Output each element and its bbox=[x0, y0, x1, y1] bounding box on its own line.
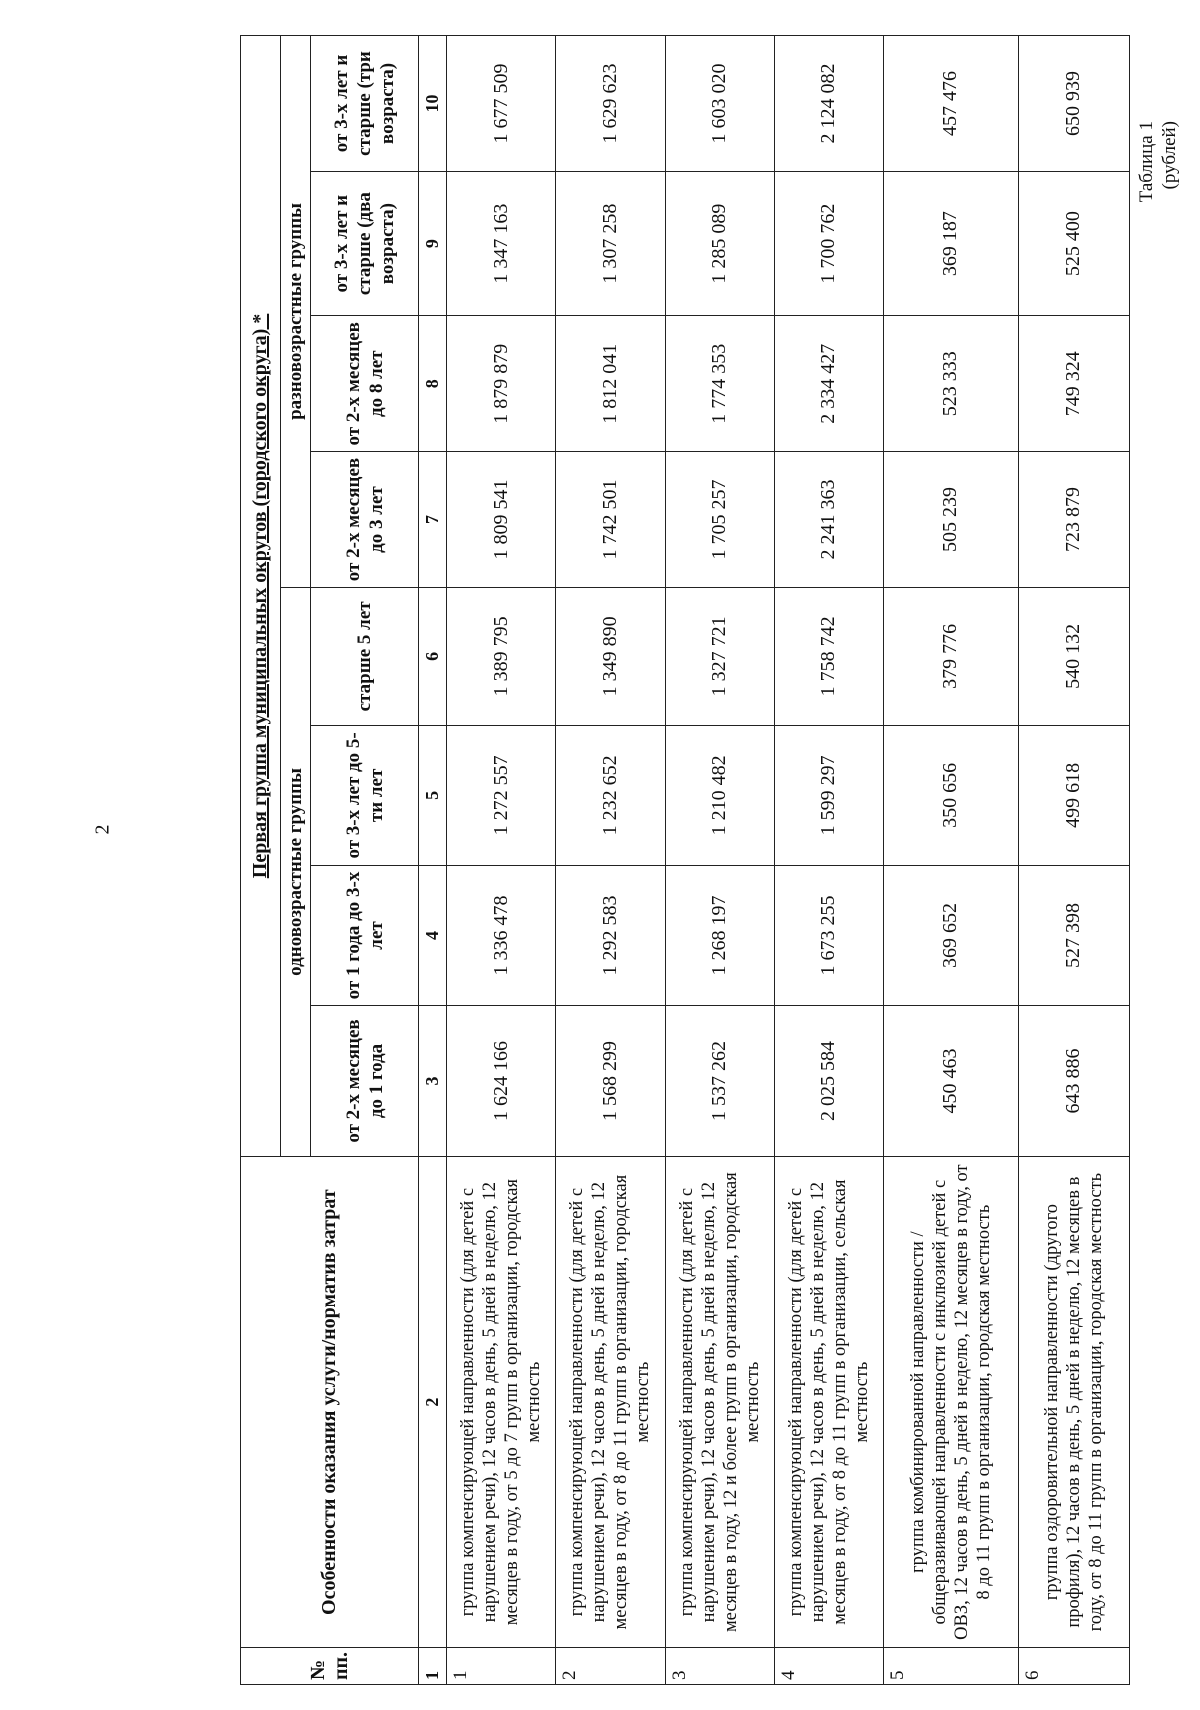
row-value: 1 210 482 bbox=[665, 725, 774, 865]
row-value: 1 336 478 bbox=[447, 865, 556, 1005]
row-number: 2 bbox=[556, 1648, 665, 1685]
row-value: 643 886 bbox=[1018, 1006, 1129, 1157]
row-number: 5 bbox=[884, 1648, 1018, 1685]
table-row bbox=[556, 36, 665, 1685]
tariff-table bbox=[240, 35, 1130, 1685]
row-value: 525 400 bbox=[1018, 171, 1129, 315]
row-value: 1 677 509 bbox=[447, 36, 556, 172]
page-number: 2 bbox=[91, 824, 114, 835]
header-age-col-10: от 3-х лет и старше (три возраста) bbox=[311, 36, 419, 172]
row-value: 350 656 bbox=[884, 725, 1018, 865]
row-value: 1 349 890 bbox=[556, 587, 665, 725]
index-cell: 6 bbox=[419, 587, 447, 725]
row-value: 1 809 541 bbox=[447, 452, 556, 588]
header-num: № пп. bbox=[241, 1648, 419, 1685]
header-age-col-5: от 3-х лет до 5-ти лет bbox=[311, 725, 419, 865]
row-value: 1 232 652 bbox=[556, 725, 665, 865]
row-value: 450 463 bbox=[884, 1006, 1018, 1157]
row-value: 1 285 089 bbox=[665, 171, 774, 315]
index-cell: 3 bbox=[419, 1006, 447, 1157]
row-description: группа компенсирующей направленности (для детей с нарушением речи), 12 часов в день, 5 дней в неделю, 12 месяцев в году, 12 и более групп в организации, городская местность bbox=[665, 1156, 774, 1647]
header-age-col-7: от 2-х месяцев до 3 лет bbox=[311, 452, 419, 588]
row-number: 4 bbox=[774, 1648, 883, 1685]
row-value: 1 268 197 bbox=[665, 865, 774, 1005]
row-value: 1 272 557 bbox=[447, 725, 556, 865]
table-row bbox=[665, 36, 774, 1685]
row-number: 3 bbox=[665, 1648, 774, 1685]
row-value: 1 624 166 bbox=[447, 1006, 556, 1157]
row-value: 1 537 262 bbox=[665, 1006, 774, 1157]
index-cell: 7 bbox=[419, 452, 447, 588]
row-value: 1 758 742 bbox=[774, 587, 883, 725]
table-row bbox=[774, 36, 883, 1685]
row-value: 1 673 255 bbox=[774, 865, 883, 1005]
row-value: 1 347 163 bbox=[447, 171, 556, 315]
row-value: 1 629 623 bbox=[556, 36, 665, 172]
row-value: 1 603 020 bbox=[665, 36, 774, 172]
row-number: 1 bbox=[447, 1648, 556, 1685]
row-value: 1 812 041 bbox=[556, 316, 665, 452]
row-value: 723 879 bbox=[1018, 452, 1129, 588]
index-cell: 1 bbox=[419, 1648, 447, 1685]
row-value: 1 568 299 bbox=[556, 1006, 665, 1157]
row-value: 499 618 bbox=[1018, 725, 1129, 865]
index-cell: 10 bbox=[419, 36, 447, 172]
header-single-age-groups: одновозрастные группы bbox=[281, 587, 311, 1156]
row-value: 1 705 257 bbox=[665, 452, 774, 588]
row-value: 1 774 353 bbox=[665, 316, 774, 452]
row-description: группа комбинированной направленности / общеразвивающей направленности с инклюзией детей с ОВЗ, 12 часов в день, 5 дней в неделю, 12 месяцев в году, от 8 до 11 групп в организации, городская местность bbox=[884, 1156, 1018, 1647]
table-caption-title: Таблица 1 bbox=[1136, 121, 1157, 203]
row-value: 457 476 bbox=[884, 36, 1018, 172]
row-value: 1 292 583 bbox=[556, 865, 665, 1005]
row-value: 2 124 082 bbox=[774, 36, 883, 172]
table-row bbox=[884, 36, 1018, 1685]
index-cell: 5 bbox=[419, 725, 447, 865]
row-value: 1 389 795 bbox=[447, 587, 556, 725]
row-value: 540 132 bbox=[1018, 587, 1129, 725]
row-value: 369 187 bbox=[884, 171, 1018, 315]
header-age-col-6: старше 5 лет bbox=[311, 587, 419, 725]
row-description: группа оздоровительной направленности (другого профиля), 12 часов в день, 5 дней в неделю, 12 месяцев в году, от 8 до 11 групп в организации, городская местность bbox=[1018, 1156, 1129, 1647]
row-value: 2 025 584 bbox=[774, 1006, 883, 1157]
row-value: 1 327 721 bbox=[665, 587, 774, 725]
index-cell: 4 bbox=[419, 865, 447, 1005]
row-value: 1 599 297 bbox=[774, 725, 883, 865]
index-cell: 8 bbox=[419, 316, 447, 452]
table-caption bbox=[1135, 121, 1181, 341]
header-age-col-9: от 3-х лет и старше (два возраста) bbox=[311, 171, 419, 315]
row-value: 2 334 427 bbox=[774, 316, 883, 452]
header-age-col-4: от 1 года до 3-х лет bbox=[311, 865, 419, 1005]
header-mixed-age-groups: разновозрастные группы bbox=[281, 36, 311, 588]
row-value: 523 333 bbox=[884, 316, 1018, 452]
row-value: 527 398 bbox=[1018, 865, 1129, 1005]
index-cell: 2 bbox=[419, 1156, 447, 1647]
row-value: 379 776 bbox=[884, 587, 1018, 725]
row-value: 369 652 bbox=[884, 865, 1018, 1005]
header-age-col-3: от 2-х месяцев до 1 года bbox=[311, 1006, 419, 1157]
row-value: 1 307 258 bbox=[556, 171, 665, 315]
rotated-table-container bbox=[240, 35, 1130, 1685]
row-value: 1 742 501 bbox=[556, 452, 665, 588]
row-value: 1 879 879 bbox=[447, 316, 556, 452]
header-group-title: Первая группа муниципальных округов (городского округа) * bbox=[241, 36, 281, 1157]
table-caption-units: (рублей) bbox=[1159, 121, 1180, 190]
table-row bbox=[1018, 36, 1129, 1685]
row-description: группа компенсирующей направленности (для детей с нарушением речи), 12 часов в день, 5 дней в неделю, 12 месяцев в году, от 8 до 11 групп в организации, сельская местность bbox=[774, 1156, 883, 1647]
row-value: 505 239 bbox=[884, 452, 1018, 588]
row-value: 650 939 bbox=[1018, 36, 1129, 172]
header-age-col-8: от 2-х месяцев до 8 лет bbox=[311, 316, 419, 452]
row-description: группа компенсирующей направленности (для детей с нарушением речи), 12 часов в день, 5 дней в неделю, 12 месяцев в году, от 8 до 11 групп в организации, городская местность bbox=[556, 1156, 665, 1647]
header-description: Особенности оказания услуги/норматив затрат bbox=[241, 1156, 419, 1647]
row-description: группа компенсирующей направленности (для детей с нарушением речи), 12 часов в день, 5 дней в неделю, 12 месяцев в году, от 5 до 7 групп в организации, городская местность bbox=[447, 1156, 556, 1647]
row-value: 2 241 363 bbox=[774, 452, 883, 588]
index-cell: 9 bbox=[419, 171, 447, 315]
table-row bbox=[447, 36, 556, 1685]
row-value: 749 324 bbox=[1018, 316, 1129, 452]
row-value: 1 700 762 bbox=[774, 171, 883, 315]
row-number: 6 bbox=[1018, 1648, 1129, 1685]
